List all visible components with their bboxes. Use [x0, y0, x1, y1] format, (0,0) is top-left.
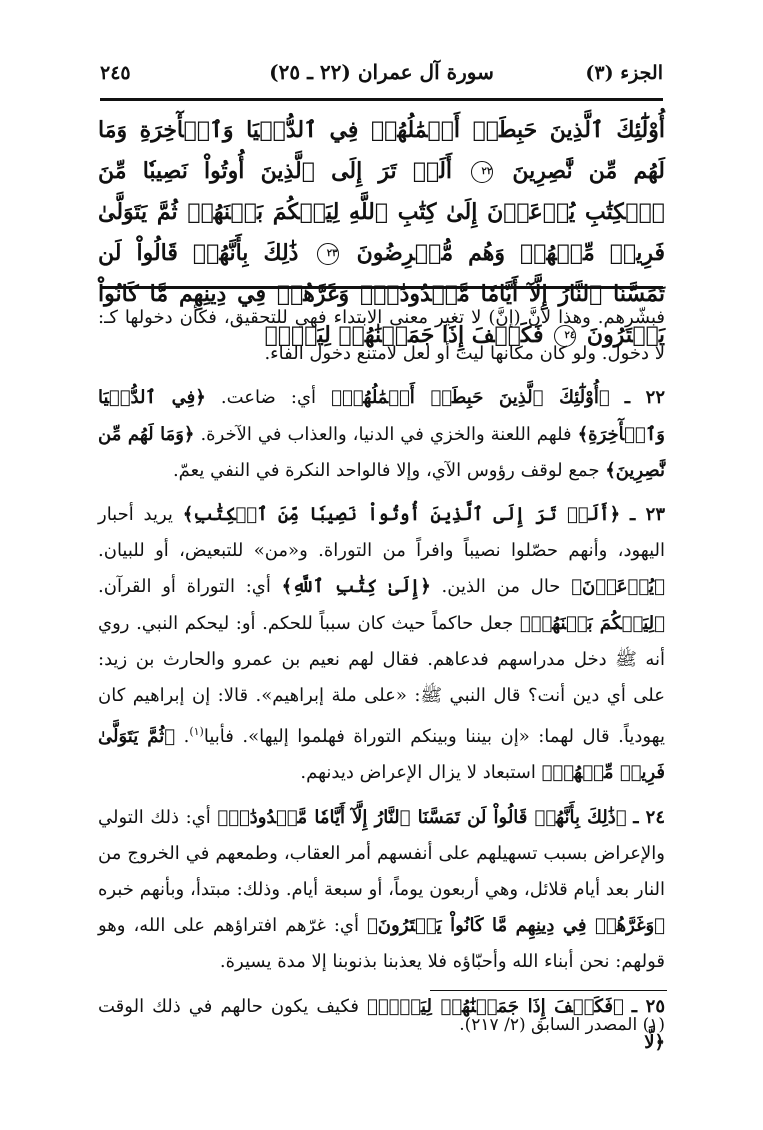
verse-24-text: ذَٰلِكَ بِأَنَّهُمۡ قَالُواْ لَن تَمَسَّنَا ٱلنَّارُ إِلَّآ أَيَّامٗا مَّعۡدُودَٰتٖۖ وَغَرَّهُمۡ فِي دِينِهِم مَّا كَانُواْ يَفۡتَرُونَ	[98, 240, 665, 348]
paragraph-verse-22	[98, 380, 665, 489]
verse-number: ٢٣ ـ	[630, 504, 665, 526]
quote: ﴿يُدۡعَوۡنَ﴾	[571, 576, 665, 598]
paragraph-verse-23	[98, 497, 665, 792]
commentary: أي: التوراة أو القرآن.	[98, 576, 271, 598]
quote: ﴿لِيَحۡكُمَ بَيۡنَهُمۡ﴾	[519, 612, 665, 634]
commentary: يريد أحبار اليهود، وأنهم حصّلوا نصيباً وافراً من التوراة. و«من» للتبعيض، أو للبيان.	[98, 504, 665, 562]
verse-number: ٢٤ ـ	[633, 806, 665, 828]
footnote-rule	[430, 990, 667, 991]
quote: ﴿أَلَمۡ تَرَ إِلَى ٱلَّذِينَ أُوتُواْ نَصِيبٗا مِّنَ ٱلۡكِتَٰبِ﴾	[182, 504, 621, 526]
paragraph-intro: فبشّرهم. وهذا لأنَّ (إنَّ) لا تغير معنى الابتداء فهي للتحقيق، فكأن دخولها كـ: لا دخول. ولو كان مكانها ليت أو لعل لامتنع دخول الفاء.	[98, 307, 665, 365]
tafsir-body	[98, 300, 665, 1061]
commentary: أي: ضاعت.	[220, 387, 317, 409]
quote: ﴿إِلَىٰ كِتَٰبِ ٱللَّهِ﴾	[281, 576, 431, 598]
quote: ﴿ذَٰلِكَ بِأَنَّهُمۡ قَالُواْ لَن تَمَسَّنَا ٱلنَّارُ إِلَّآ أَيَّامٗا مَّعۡدُودَٰتٖ﴾	[217, 806, 627, 828]
verse-number: ٢٥ ـ	[631, 995, 665, 1017]
page-number: ٢٤٥	[100, 62, 131, 84]
paragraph-verse-24	[98, 800, 665, 981]
verse-23-text: أَلَمۡ تَرَ إِلَى ٱلَّذِينَ أُوتُواْ نَصِيبٗا مِّنَ ٱلۡكِتَٰبِ يُدۡعَوۡنَ إِلَىٰ كِتَٰبِ ٱللَّهِ لِيَحۡكُمَ بَيۡنَهُمۡ ثُمَّ يَتَوَلَّىٰ فَرِيقٞ مِّنۡهُمۡ وَهُم مُّعۡرِضُونَ	[98, 158, 665, 266]
header-rule	[100, 98, 663, 101]
running-header	[100, 58, 663, 98]
commentary: استبعاد لا يزال الإعراض ديدنهم.	[300, 762, 536, 784]
commentary: أي: ذلك التولي والإعراض بسبب تسهيلهم على أنفسهم أمر العقاب، وطمعهم في الخروج من النار بعد أيام قلائل، وهي أربعون يوماً، أو سبعة أيام. وذلك: مبتدأ، وبأنهم خبره	[98, 806, 666, 901]
verse-marker-22: ٢٢	[471, 161, 493, 183]
quote: ﴿وَمَا لَهُم مِّن نَّٰصِرِينَ﴾	[98, 423, 665, 481]
quote: ﴿فَكَيۡفَ إِذَا جَمَعۡنَٰهُمۡ لِيَوۡمٖ﴾	[367, 995, 624, 1017]
quote: ﴿فِي ٱلدُّنۡيَا وَٱلۡأٓخِرَةِ﴾	[98, 387, 665, 445]
verse-marker-24: ٢٤	[554, 325, 576, 347]
commentary: جعل حاكماً حيث كان سبباً للحكم. أو: ليحكم النبي. روي أنه ﷺ دخل مدراسهم فدعاهم. فقال لهم نعيم بن عمرو والحارث بن زيد: على أي دين أنت؟ قال النبي ﷺ: «على ملة إبراهيم». قالا: إن إبراهيم كان يهودياً. قال لهما: «إن بيننا وبينكم التوراة فهلموا إليها». فأبيا	[98, 612, 665, 748]
quote: ﴿وَغَرَّهُمۡ فِي دِينِهِم مَّا كَانُواْ يَفۡتَرُونَ﴾	[366, 915, 665, 937]
footnote: (١) المصدر السابق (٢/ ٢١٧).	[459, 1015, 665, 1035]
quran-divider-rule	[100, 286, 663, 289]
commentary: أي: غرّهم افتراؤهم على الله، وهو قولهم: نحن أبناء الله وأحبّاؤه فلا يعذبنا بذنوبنا إلا مدة يسيرة.	[98, 915, 665, 973]
verse-marker-23: ٢٣	[317, 243, 339, 265]
commentary: حال من الذين.	[441, 576, 561, 598]
surah-title: سورة آل عمران (٢٢ ـ ٢٥)	[269, 60, 494, 84]
part-label: الجزء (٣)	[585, 62, 663, 84]
quote: ﴿لَّا	[644, 1031, 665, 1053]
verse-25-text: فَكَيۡفَ إِذَا جَمَعۡنَٰهُمۡ لِيَوۡمٖ	[264, 322, 544, 348]
verse-number: ٢٢ ـ	[624, 387, 665, 409]
quote: ﴿أُوْلَٰٓئِكَ ٱلَّذِينَ حَبِطَتۡ أَعۡمَٰلُهُمۡ﴾	[331, 387, 610, 409]
footnote-ref[interactable]: (١)	[189, 725, 204, 739]
commentary: .	[183, 726, 190, 748]
commentary: فلهم اللعنة والخزي في الدنيا، والعذاب في الآخرة.	[200, 423, 572, 445]
verse-22-text: أُوْلَٰٓئِكَ ٱلَّذِينَ حَبِطَتۡ أَعۡمَٰلُهُمۡ فِي ٱلدُّنۡيَا وَٱلۡأٓخِرَةِ وَمَا لَهُم مِّن نَّٰصِرِينَ	[98, 117, 665, 184]
commentary: فكيف يكون حالهم في ذلك الوقت	[98, 995, 359, 1017]
commentary: جمع لوقف رؤوس الآي، وإلا فالواحد النكرة في النفي يعمّ.	[172, 459, 600, 481]
quote: ﴿ثُمَّ يَتَوَلَّىٰ فَرِيقٞ مِّنۡهُمۡ﴾	[98, 726, 665, 784]
